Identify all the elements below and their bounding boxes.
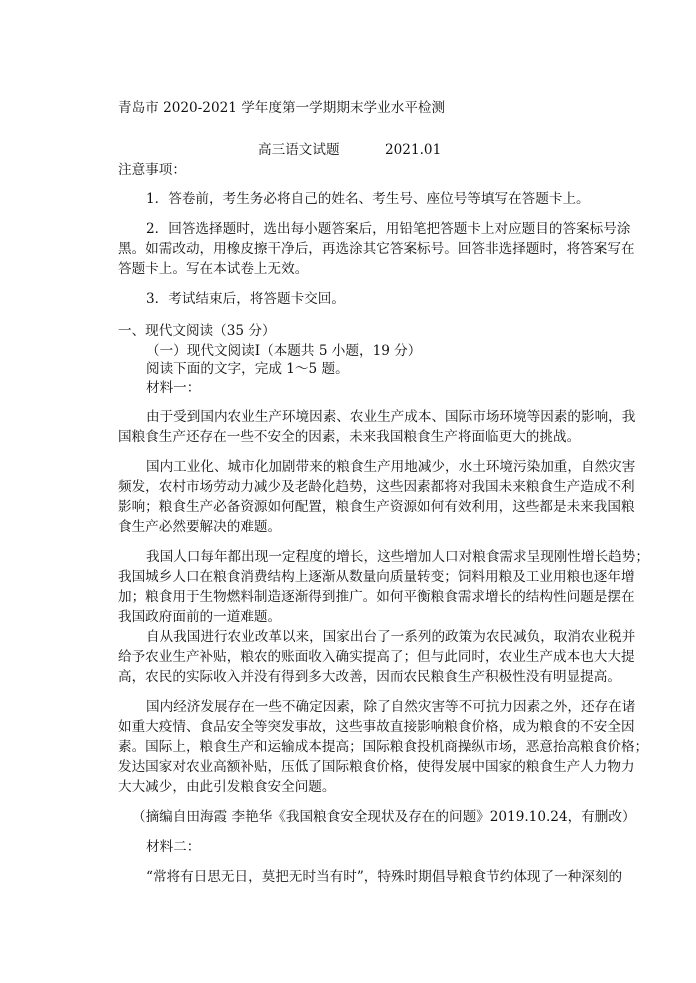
notice-item-2-line-1: 2．回答选择题时，选出每小题答案后，用铅笔把答题卡上对应题目的答案标号涂	[146, 221, 631, 237]
paragraph-2-line-2: 频发，农村市场劳动力减少及老龄化趋势，这些因素都将对我国未来粮食生产造成不利	[118, 479, 635, 495]
notice-item-1: 1．答卷前，考生务必将自己的姓名、考生号、座位号等填写在答题卡上。	[146, 191, 590, 207]
paragraph-4-line-1: 自从我国进行农业改革以来，国家出台了一系列的政策为农民减负，取消农业税并	[146, 629, 636, 645]
paper-subtitle: 高三语文试题	[258, 142, 340, 158]
exam-date: 2021.01	[385, 142, 442, 158]
section-title: 一、现代文阅读（35 分）	[118, 323, 276, 339]
paragraph-5-line-4: 发达国家对农业高额补贴，压低了国际粮食价格，使得发展中国家的粮食生产人力物力	[118, 759, 635, 775]
paragraph-3-line-3: 加；粮食用于生物燃料制造逐渐得到推广。如何平衡粮食需求增长的结构性问题是摆在	[118, 589, 635, 605]
paragraph-2-line-3: 影响；粮食生产必备资源如何配置，粮食生产资源如何有效利用，这些都是未来我国粮	[118, 499, 635, 515]
notice-item-2-line-2: 黑。如需改动，用橡皮擦干净后，再选涂其它答案标号。回答非选择题时，将答案写在	[118, 241, 635, 257]
paragraph-5-line-2: 如重大疫情、食品安全等突发事故，这些事故直接影响粮食价格，成为粮食的不安全因	[118, 719, 635, 735]
notice-heading: 注意事项：	[118, 162, 186, 178]
paragraph-1-line-2: 国粮食生产还存在一些不安全的因素，未来我国粮食生产将面临更大的挑战。	[118, 429, 581, 445]
paragraph-5-line-3: 素。国际上，粮食生产和运输成本提高；国际粮食投机商操纵市场，恶意抬高粮食价格；	[118, 739, 649, 755]
section-subtitle: （一）现代文阅读Ⅰ（本题共 5 小题，19 分）	[146, 343, 422, 359]
exam-title: 青岛市 2020-2021 学年度第一学期期末学业水平检测	[118, 100, 446, 116]
material1-label: 材料一：	[146, 380, 201, 396]
paragraph-4-line-2: 给予农业生产补贴，粮农的账面收入确实提高了；但与此同时，农业生产成本也大大提	[118, 649, 635, 665]
paragraph-4-line-3: 高，农民的实际收入并没有得到多大改善，因而农民粮食生产积极性没有明显提高。	[118, 669, 621, 685]
paragraph-1-line-1: 由于受到国内农业生产环境因素、农业生产成本、国际市场环境等因素的影响，我	[146, 409, 636, 425]
paragraph-2-line-1: 国内工业化、城市化加剧带来的粮食生产用地减少，水土环境污染加重，自然灾害	[146, 459, 636, 475]
section-instruction: 阅读下面的文字，完成 1～5 题。	[146, 361, 349, 377]
notice-item-3: 3．考试结束后，将答题卡交回。	[146, 291, 345, 307]
paragraph-3-line-2: 我国城乡人口在粮食消费结构上逐渐从数量向质量转变；饲料用粮及工业用粮也逐年增	[118, 569, 635, 585]
paragraph-3-line-4: 我国政府面前的一道难题。	[118, 609, 282, 625]
paragraph-2-line-4: 食生产必然要解决的难题。	[118, 519, 282, 535]
material2-first-line: “常将有日思无日，莫把无时当有时”，特殊时期倡导粮食节约体现了一种深刻的	[146, 869, 623, 885]
notice-item-2-line-3: 答题卡上。写在本试卷上无效。	[118, 261, 309, 277]
paragraph-5-line-1: 国内经济发展存在一些不确定因素，除了自然灾害等不可抗力因素之外，还存在诸	[146, 699, 636, 715]
paragraph-5-line-5: 大大减少，由此引发粮食安全问题。	[118, 779, 336, 795]
citation: （摘编自田海霞 李艳华《我国粮食安全现状及存在的问题》2019.10.24，有删改）	[132, 809, 636, 825]
material2-label: 材料二：	[146, 839, 201, 855]
paragraph-3-line-1: 我国人口每年都出现一定程度的增长，这些增加人口对粮食需求呈现刚性增长趋势；	[146, 549, 649, 565]
